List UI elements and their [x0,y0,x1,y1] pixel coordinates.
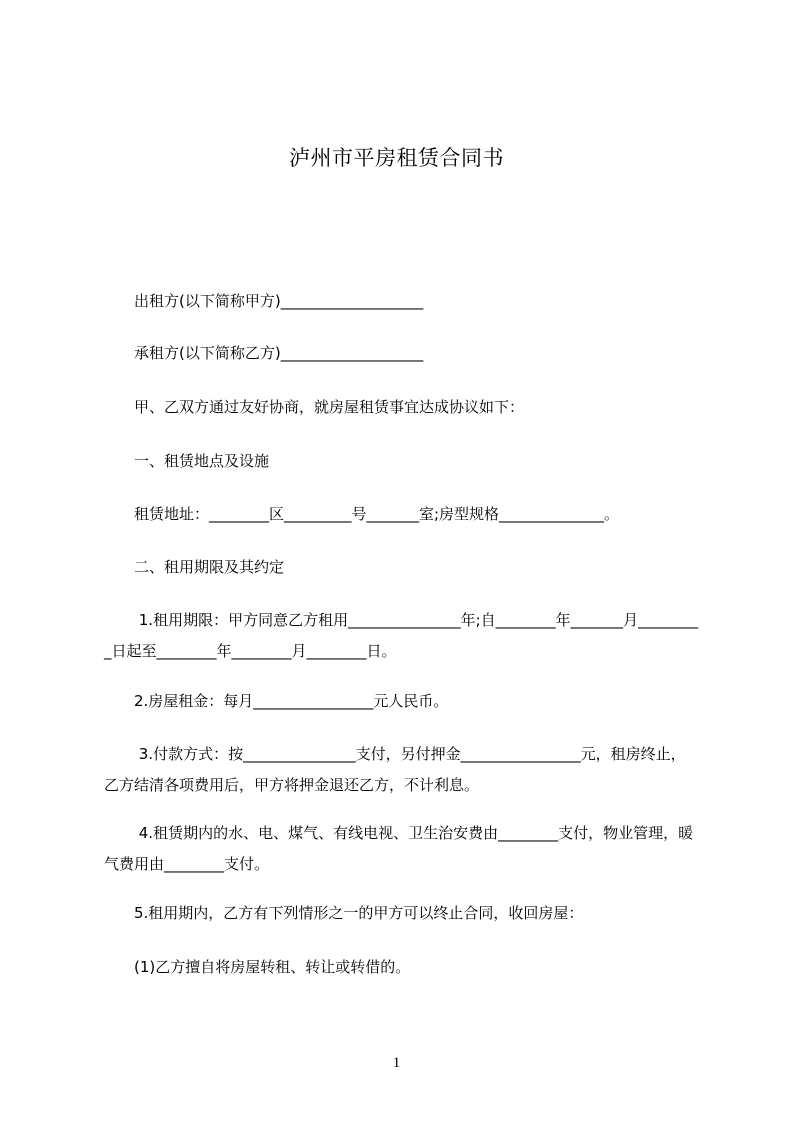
clause-lease-period: 1.租用期限：甲方同意乙方租用_______________年;自________年_______月_________日起至________年________月________日。 [104,611,699,660]
clause-rent: 2.房屋租金：每月________________元人民币。 [104,692,449,710]
paragraph-address: 租赁地址：________区_________号_______室;房型规格______________。 [104,505,620,523]
paragraph-lessor: 出租方(以下简称甲方)___________________ [104,292,424,310]
clause-termination: 5.租用期内，乙方有下列情形之一的甲方可以终止合同，收回房屋： [104,904,584,922]
clause-termination-item-1: (1)乙方擅自将房屋转租、转让或转借的。 [104,958,411,976]
paragraph-lessee: 承租方(以下简称乙方)___________________ [104,344,424,362]
section-heading-location: 一、租赁地点及设施 [104,452,270,470]
paragraph-intro: 甲、乙双方通过友好协商，就房屋租赁事宜达成协议如下： [104,398,525,416]
document-title: 泸州市平房租赁合同书 [289,146,504,170]
section-heading-term: 二、租用期限及其约定 [104,558,285,576]
clause-payment: 3.付款方式：按_______________支付，另付押金________________元，租房终止，乙方结清各项费用后，甲方将押金退还乙方，不计利息。 [104,745,686,794]
page-number: 1 [392,1055,401,1071]
clause-utilities: 4.租赁期内的水、电、煤气、有线电视、卫生治安费由________支付，物业管理，暖气费用由________支付。 [104,824,694,873]
